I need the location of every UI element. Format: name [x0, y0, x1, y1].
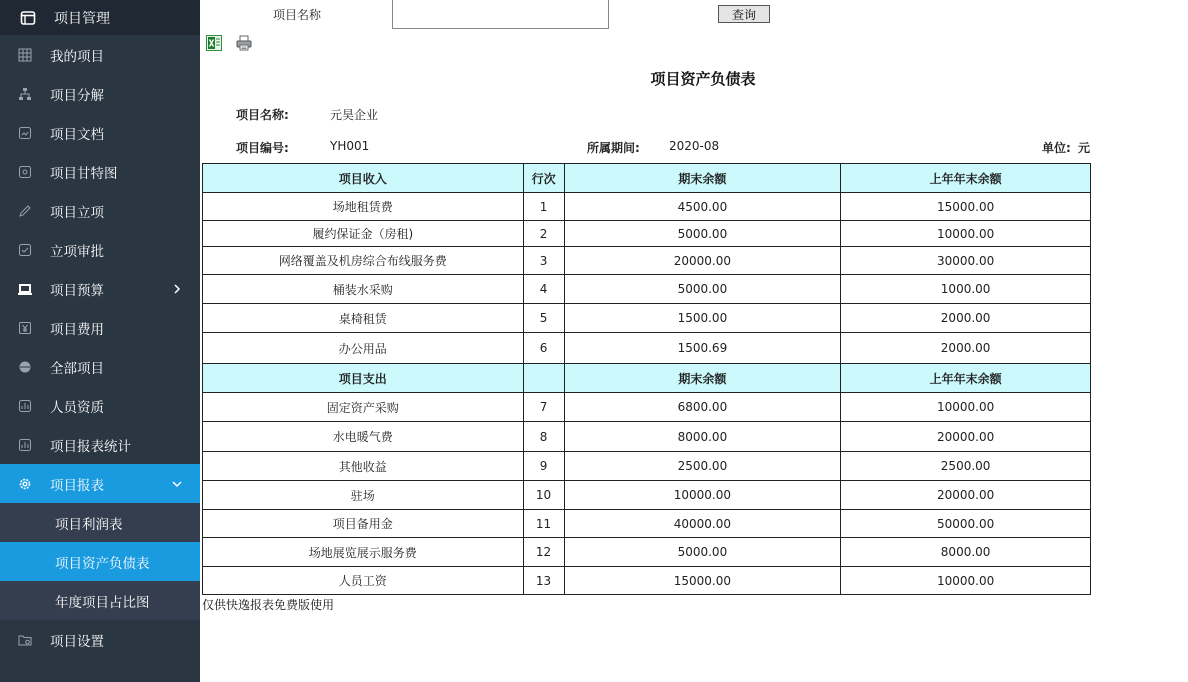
sidebar-subitem-profit[interactable] [0, 503, 200, 542]
table-cell: 2000.00 [841, 304, 1091, 333]
table-cell: 水电暖气费 [203, 422, 524, 452]
table-cell: 1 [523, 193, 564, 221]
table-cell: 15000.00 [841, 193, 1091, 221]
sidebar [0, 0, 200, 682]
project-name-value: 元昊企业 [330, 108, 379, 122]
window-icon [20, 10, 36, 26]
table-cell: 5000.00 [564, 221, 841, 247]
checkbox-icon [18, 243, 32, 257]
table-cell: 桶装水采购 [203, 275, 524, 304]
table-cell: 10000.00 [841, 567, 1091, 595]
sidebar-item-reports[interactable] [0, 464, 200, 503]
table-header-row [203, 364, 1091, 393]
table-cell: 1500.00 [564, 304, 841, 333]
unit-value: 元 [1078, 141, 1091, 155]
table-cell: 5000.00 [564, 275, 841, 304]
sidebar-item-label: 项目分解 [50, 87, 104, 104]
table-cell: 2500.00 [564, 452, 841, 481]
sidebar-item-initiation[interactable] [0, 191, 200, 230]
table-row [203, 481, 1091, 510]
table-cell: 15000.00 [564, 567, 841, 595]
table-cell: 5000.00 [564, 538, 841, 567]
table-row [203, 304, 1091, 333]
table-cell: 4500.00 [564, 193, 841, 221]
sidebar-item-breakdown[interactable] [0, 74, 200, 113]
table-cell: 4 [523, 275, 564, 304]
project-name-label: 项目名称: [236, 108, 289, 122]
table-cell: 2 [523, 221, 564, 247]
chevron-down-icon [172, 479, 182, 489]
sidebar-item-settings[interactable] [0, 620, 200, 659]
table-cell: 驻场 [203, 481, 524, 510]
table-row [203, 422, 1091, 452]
sidebar-item-label: 项目费用 [50, 321, 104, 338]
pencil-icon [18, 204, 32, 218]
table-header-row [203, 164, 1091, 193]
sidebar-item-label: 项目文档 [50, 126, 104, 143]
balance-sheet-table [202, 163, 1091, 595]
sidebar-item-expenses[interactable] [0, 308, 200, 347]
table-cell: 10000.00 [564, 481, 841, 510]
table-cell: 期末余额 [564, 164, 841, 193]
table-cell: 10 [523, 481, 564, 510]
table-cell: 上年年末余额 [841, 364, 1091, 393]
table-cell: 3 [523, 247, 564, 275]
table-cell: 其他收益 [203, 452, 524, 481]
table-cell: 20000.00 [841, 422, 1091, 452]
chevron-right-icon [172, 284, 182, 294]
sidebar-item-label: 项目报表 [50, 477, 104, 494]
print-icon[interactable] [236, 35, 252, 51]
sidebar-item-gantt[interactable] [0, 152, 200, 191]
table-cell: 7 [523, 393, 564, 422]
sidebar-subitem-annual-ratio[interactable] [0, 581, 200, 620]
table-cell: 30000.00 [841, 247, 1091, 275]
table-cell: 行次 [523, 164, 564, 193]
sidebar-item-qualifications[interactable] [0, 386, 200, 425]
sidebar-item-label: 项目甘特图 [50, 165, 118, 182]
table-row [203, 247, 1091, 275]
sidebar-item-label: 全部项目 [50, 360, 104, 377]
sidebar-subitem-label: 项目资产负债表 [55, 555, 150, 572]
sidebar-header-label: 项目管理 [54, 10, 110, 27]
sidebar-header[interactable] [0, 0, 200, 35]
sidebar-item-label: 项目预算 [50, 282, 104, 299]
table-cell: 12 [523, 538, 564, 567]
chart-box-icon [18, 399, 32, 413]
table-cell: 1500.69 [564, 333, 841, 364]
search-label: 项目名称 [273, 8, 322, 22]
table-row [203, 510, 1091, 538]
project-name-input[interactable] [392, 0, 609, 29]
sitemap-icon [18, 87, 32, 101]
table-cell: 8000.00 [841, 538, 1091, 567]
table-row [203, 193, 1091, 221]
excel-icon[interactable] [206, 35, 222, 51]
sidebar-item-budget[interactable] [0, 269, 200, 308]
gantt-icon [18, 165, 32, 179]
table-cell: 场地展览展示服务费 [203, 538, 524, 567]
table-cell: 场地租赁费 [203, 193, 524, 221]
table-cell: 40000.00 [564, 510, 841, 538]
circle-icon [18, 360, 32, 374]
table-row [203, 452, 1091, 481]
table-cell: 2000.00 [841, 333, 1091, 364]
project-code-value: YH001 [330, 139, 370, 153]
sidebar-item-label: 项目报表统计 [50, 438, 131, 455]
table-cell: 期末余额 [564, 364, 841, 393]
table-cell: 办公用品 [203, 333, 524, 364]
table-cell: 项目备用金 [203, 510, 524, 538]
unit-label: 单位: [1042, 141, 1071, 155]
table-row [203, 538, 1091, 567]
table-cell: 桌椅租赁 [203, 304, 524, 333]
table-cell: 1000.00 [841, 275, 1091, 304]
table-cell: 项目收入 [203, 164, 524, 193]
table-cell: 履约保证金（房租) [203, 221, 524, 247]
folder-gear-icon [18, 633, 32, 647]
sidebar-item-label: 立项审批 [50, 243, 104, 260]
report-title: 项目资产负债表 [650, 70, 756, 88]
sidebar-item-documents[interactable] [0, 113, 200, 152]
sidebar-item-label: 人员资质 [50, 399, 104, 416]
table-row [203, 567, 1091, 595]
table-cell [523, 364, 564, 393]
period-label: 所属期间: [587, 141, 640, 155]
table-cell: 11 [523, 510, 564, 538]
project-code-label: 项目编号: [236, 141, 289, 155]
grid-icon [18, 48, 32, 62]
sidebar-item-label: 我的项目 [50, 48, 104, 65]
table-row [203, 275, 1091, 304]
sidebar-subitem-label: 年度项目占比图 [55, 594, 150, 611]
gear-icon [18, 477, 32, 491]
table-row [203, 393, 1091, 422]
yen-icon [18, 321, 32, 335]
query-button[interactable]: 查询 [718, 5, 770, 23]
period-value: 2020-08 [669, 139, 720, 153]
document-icon [18, 126, 32, 140]
sidebar-item-all-projects[interactable] [0, 347, 200, 386]
table-cell: 6800.00 [564, 393, 841, 422]
table-cell: 50000.00 [841, 510, 1091, 538]
table-cell: 6 [523, 333, 564, 364]
sidebar-item-label: 项目立项 [50, 204, 104, 221]
sidebar-item-approval[interactable] [0, 230, 200, 269]
table-cell: 2500.00 [841, 452, 1091, 481]
budget-icon [18, 282, 32, 296]
sidebar-subitem-label: 项目利润表 [55, 516, 123, 533]
table-cell: 10000.00 [841, 221, 1091, 247]
table-cell: 9 [523, 452, 564, 481]
table-cell: 10000.00 [841, 393, 1091, 422]
table-row [203, 333, 1091, 364]
sidebar-item-report-stats[interactable] [0, 425, 200, 464]
table-cell: 8000.00 [564, 422, 841, 452]
sidebar-subitem-balance-sheet[interactable] [0, 542, 200, 581]
table-cell: 5 [523, 304, 564, 333]
footnote: 仅供快逸报表免费版使用 [202, 598, 335, 612]
table-cell: 20000.00 [841, 481, 1091, 510]
table-cell: 13 [523, 567, 564, 595]
table-row [203, 221, 1091, 247]
sidebar-item-my-projects[interactable] [0, 35, 200, 74]
sidebar-item-label: 项目设置 [50, 633, 104, 650]
table-cell: 8 [523, 422, 564, 452]
table-cell: 固定资产采购 [203, 393, 524, 422]
table-cell: 项目支出 [203, 364, 524, 393]
table-cell: 人员工资 [203, 567, 524, 595]
table-cell: 网络覆盖及机房综合布线服务费 [203, 247, 524, 275]
chart-box-icon [18, 438, 32, 452]
table-cell: 上年年末余额 [841, 164, 1091, 193]
table-cell: 20000.00 [564, 247, 841, 275]
